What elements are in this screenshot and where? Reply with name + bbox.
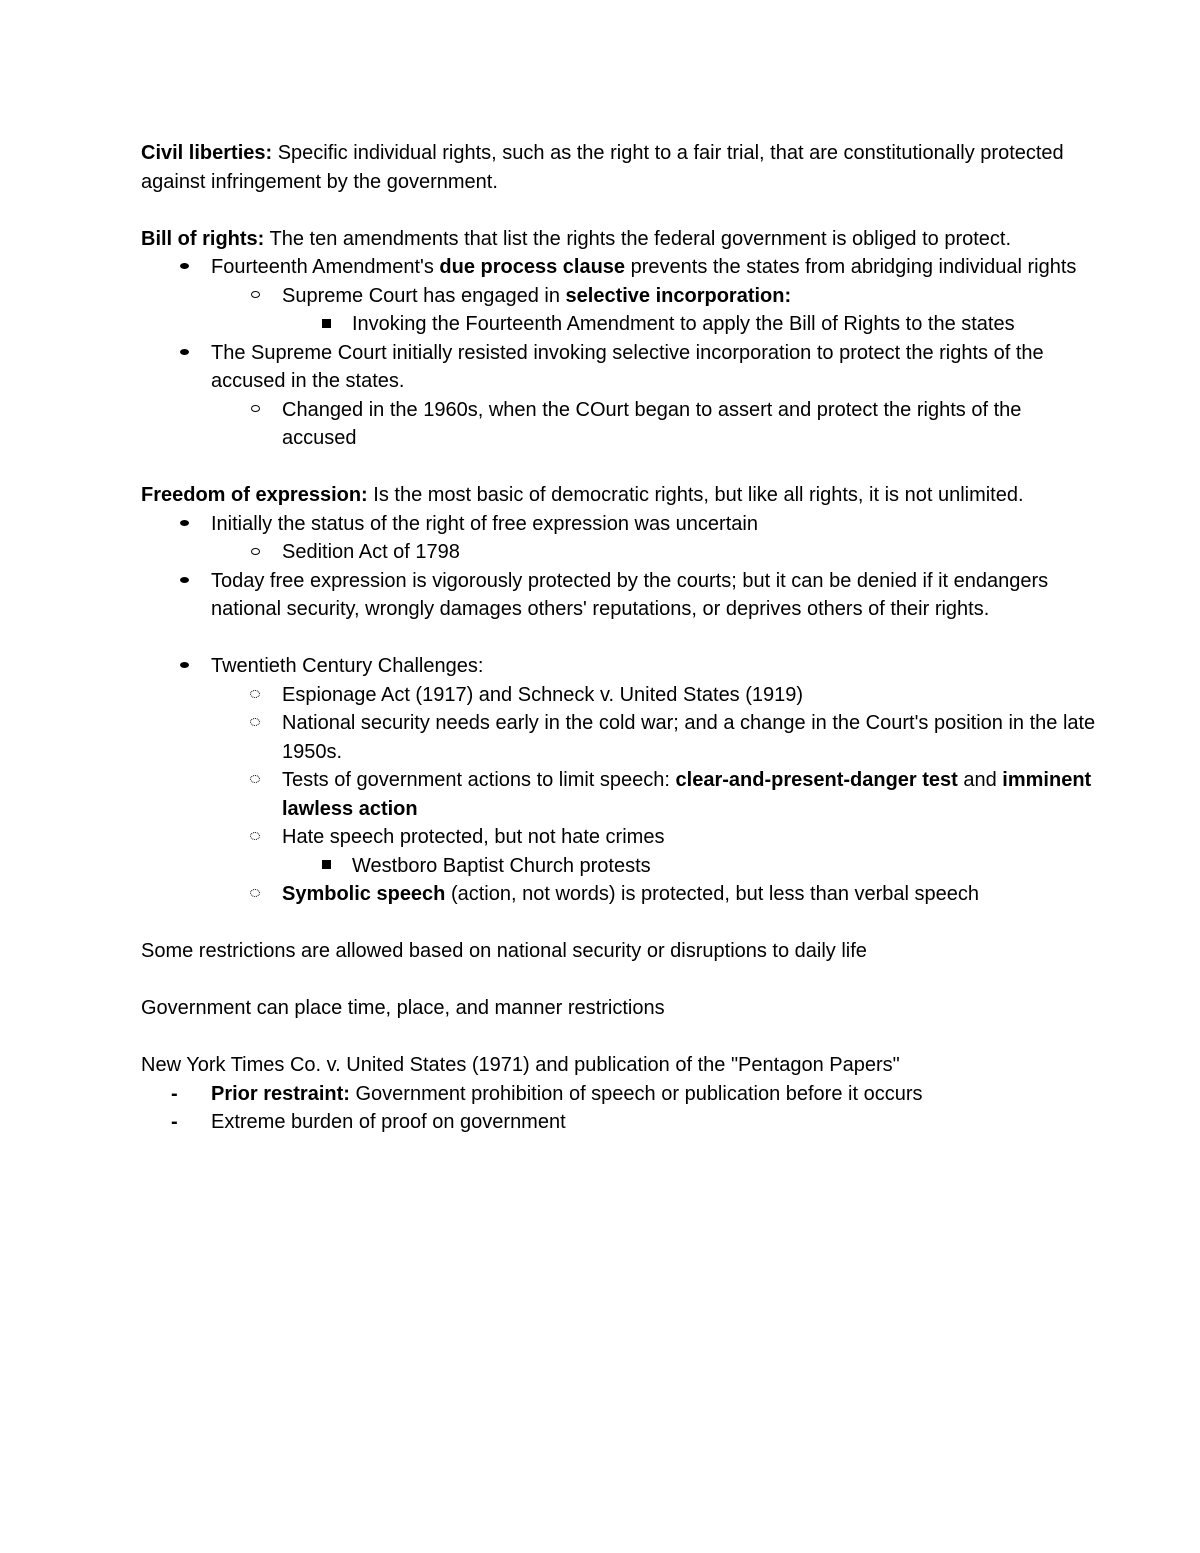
bullet-disc-icon: [169, 510, 199, 539]
civil-liberties-definition: Specific individual rights, such as the right to a fair trial, that are constitutionally protected against infringement by the government.: [141, 142, 1064, 193]
bullet-dotted-circle-icon: [240, 681, 270, 710]
list-item: Supreme Court has engaged in selective incorporation:: [141, 282, 1100, 311]
bullet-disc-icon: [169, 567, 199, 596]
bullet-circle-icon: [240, 538, 270, 567]
list-item: Twentieth Century Challenges:: [141, 652, 1100, 681]
list-item: The Supreme Court initially resisted invoking selective incorporation to protect the rights of the accused in the states.: [141, 339, 1100, 396]
freedom-of-expression-definition: Is the most basic of democratic rights, but like all rights, it is not unlimited.: [367, 484, 1024, 506]
bullet-disc-icon: [169, 652, 199, 681]
civil-liberties-term: Civil liberties:: [141, 142, 273, 164]
list-item: Invoking the Fourteenth Amendment to apply the Bill of Rights to the states: [141, 310, 1100, 339]
list-item: Hate speech protected, but not hate crimes: [141, 823, 1100, 852]
list-item: Initially the status of the right of free expression was uncertain: [141, 510, 1100, 539]
bullet-dotted-circle-icon: [240, 880, 270, 909]
bullet-dotted-circle-icon: [240, 766, 270, 795]
bill-of-rights-definition: The ten amendments that list the rights the federal government is obliged to protect.: [264, 227, 1012, 250]
bullet-disc-icon: [169, 253, 199, 282]
bullet-dotted-circle-icon: [240, 709, 270, 738]
list-item: - Extreme burden of proof on government: [141, 1108, 1100, 1137]
civil-liberties-paragraph: [141, 139, 1100, 196]
bullet-dash-icon: -: [171, 1082, 178, 1105]
list-item: Today free expression is vigorously protected by the courts; but it can be denied if it endangers national security, wrongly damages others' reputations, or deprives others of their rights.: [141, 567, 1100, 624]
restrictions-paragraph: Some restrictions are allowed based on national security or disruptions to daily life: [141, 940, 867, 962]
freedom-of-expression-term: Freedom of expression:: [141, 484, 368, 506]
list-item: Westboro Baptist Church protests: [141, 852, 1100, 881]
list-item: National security needs early in the cold war; and a change in the Court's position in the late 1950s.: [141, 709, 1100, 766]
list-item: Symbolic speech (action, not words) is protected, but less than verbal speech: [141, 880, 1100, 909]
bullet-square-icon: [311, 852, 341, 881]
list-item: Changed in the 1960s, when the COurt began to assert and protect the rights of the accused: [141, 396, 1100, 453]
list-item: Tests of government actions to limit speech: clear-and-present-danger test and imminent lawless action: [141, 766, 1100, 823]
list-item: Fourteenth Amendment's due process clause prevents the states from abridging individual rights: [141, 253, 1100, 282]
list-item: - Prior restraint: Government prohibition of speech or publication before it occurs: [141, 1080, 1100, 1109]
bullet-dash-icon: -: [171, 1111, 178, 1133]
bullet-square-icon: [311, 310, 341, 339]
nyt-case-paragraph: New York Times Co. v. United States (1971) and publication of the "Pentagon Papers": [141, 1054, 900, 1076]
bill-of-rights-term: Bill of rights:: [141, 227, 265, 250]
bullet-dotted-circle-icon: [240, 823, 270, 852]
freedom-of-expression-paragraph: [141, 481, 1100, 510]
bullet-disc-icon: [169, 339, 199, 368]
bullet-circle-icon: [240, 396, 270, 425]
bullet-circle-icon: [240, 282, 270, 311]
bill-of-rights-paragraph: [141, 225, 1100, 254]
time-place-manner-paragraph: Government can place time, place, and manner restrictions: [141, 997, 665, 1019]
list-item: Sedition Act of 1798: [141, 538, 1100, 567]
list-item: Espionage Act (1917) and Schneck v. United States (1919): [141, 681, 1100, 710]
